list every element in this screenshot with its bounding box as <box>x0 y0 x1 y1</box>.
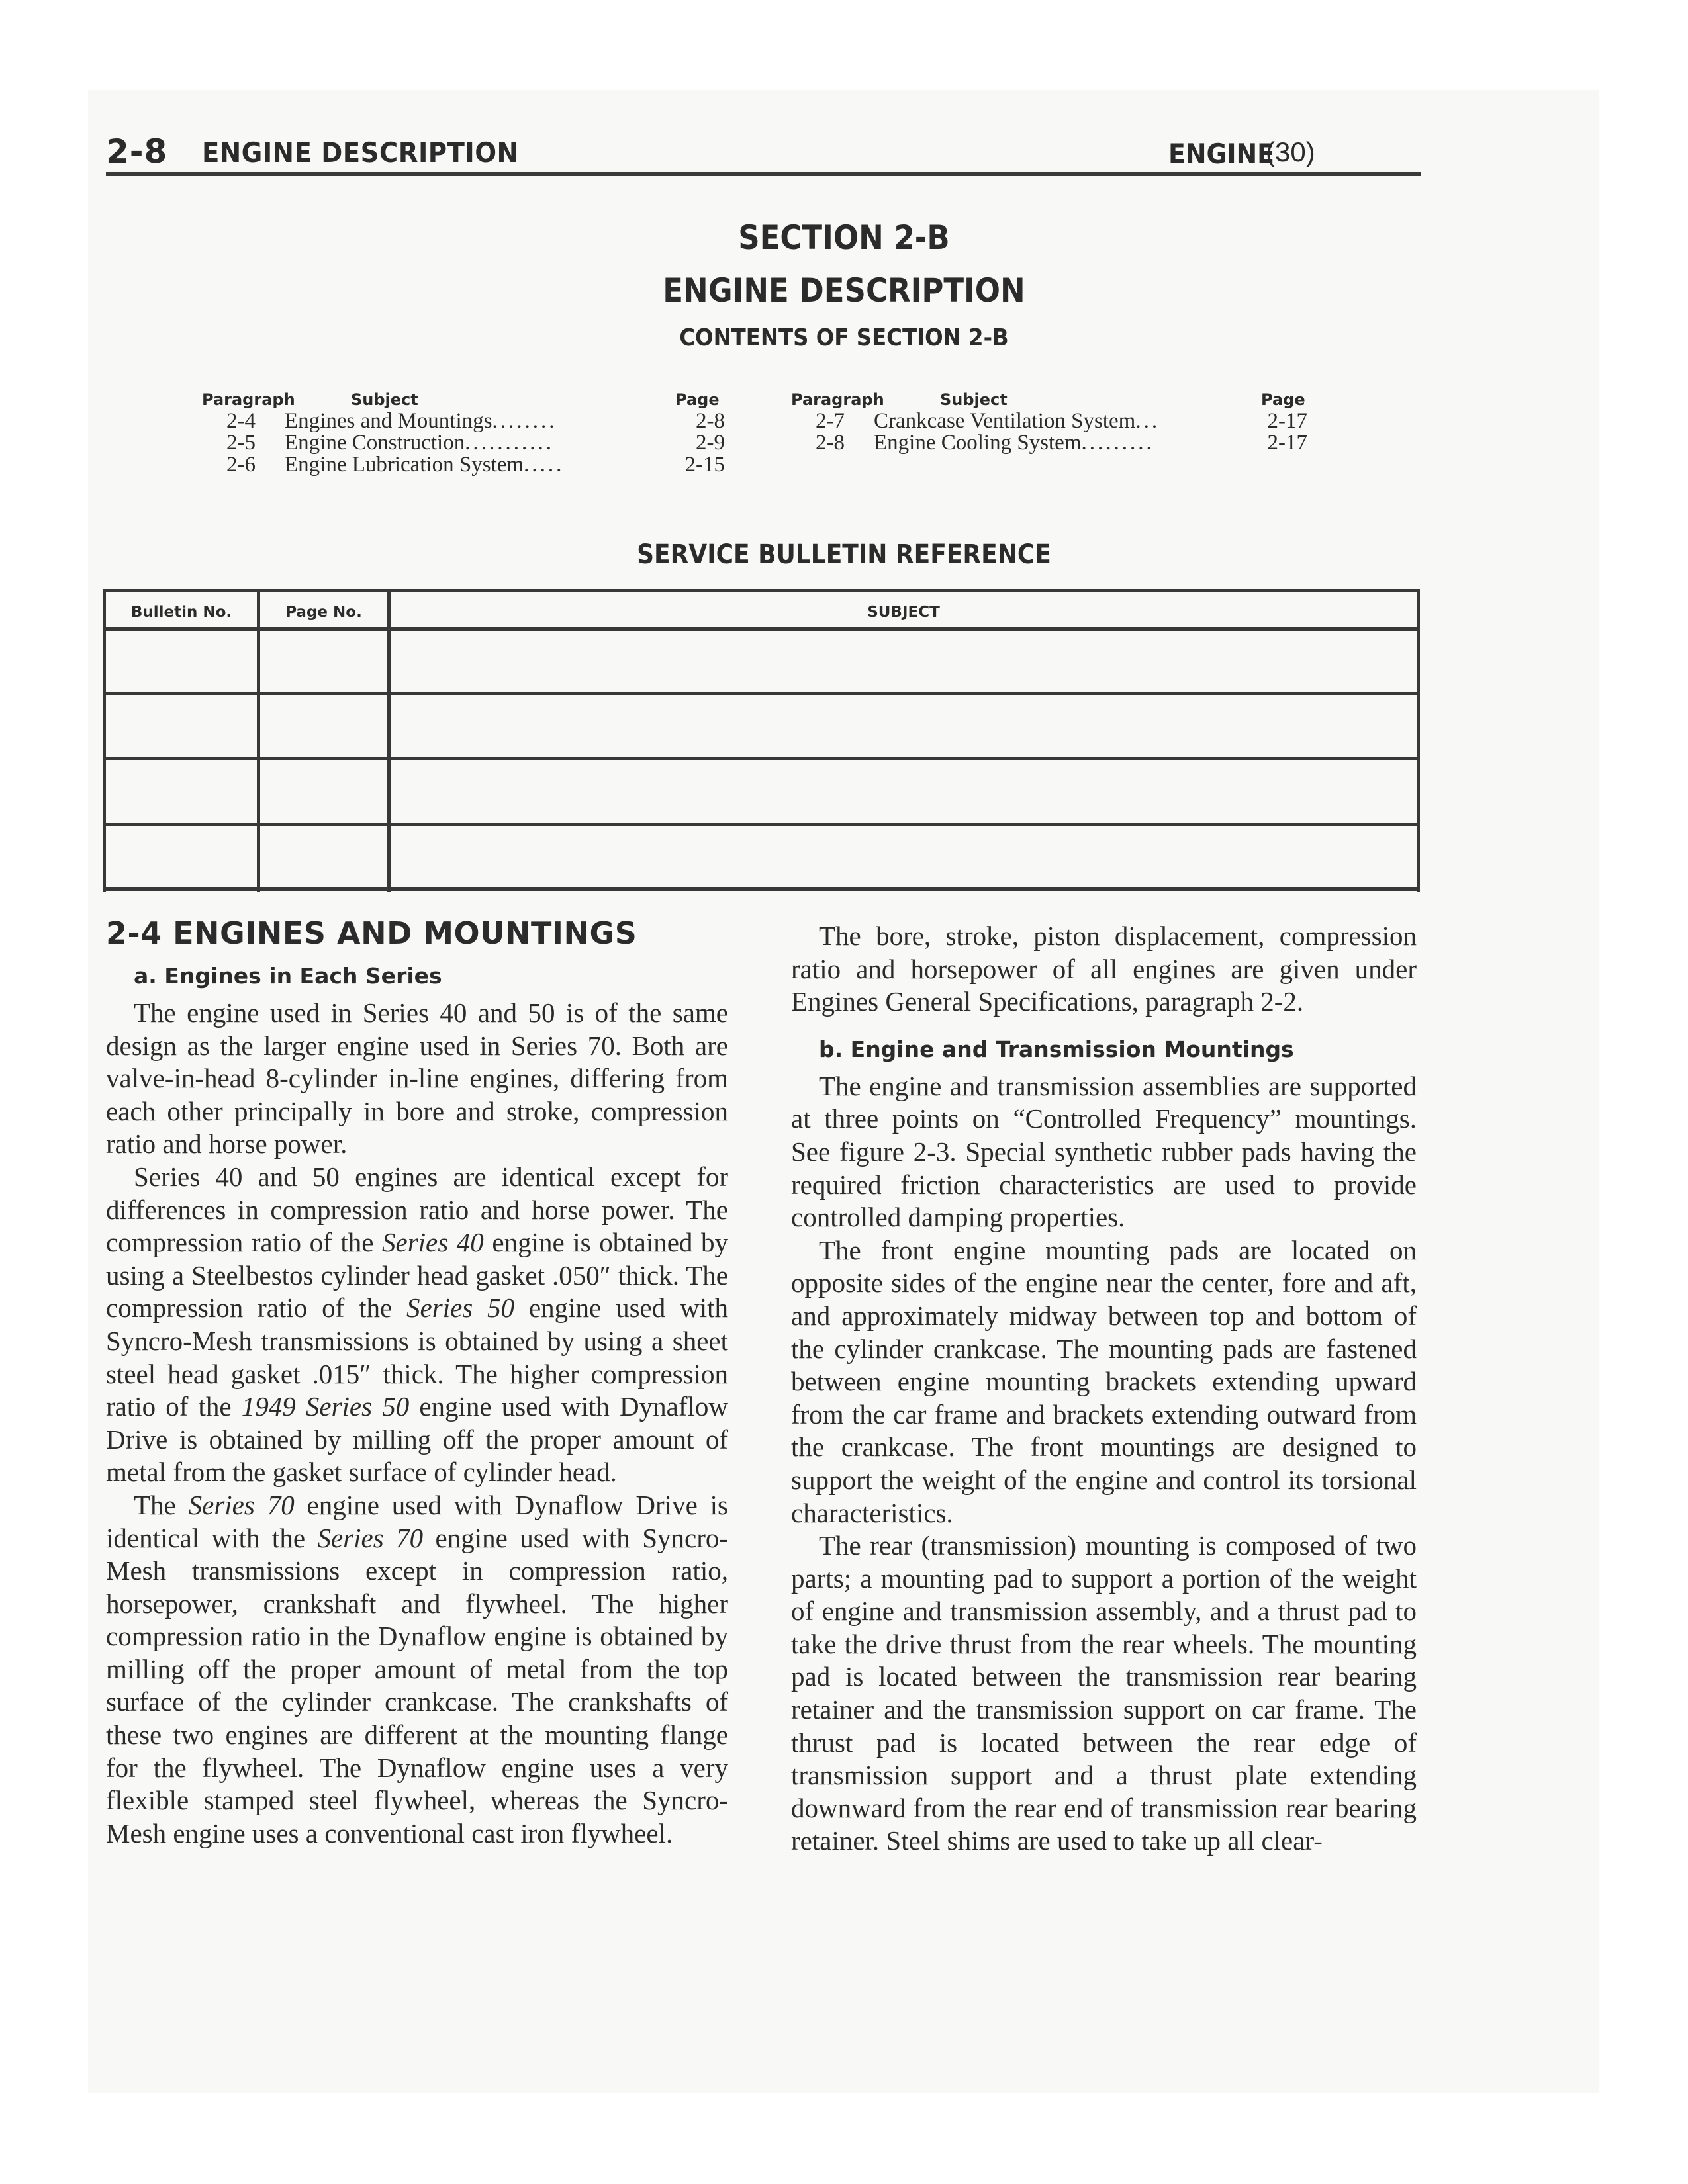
chapter-label: ENGINE <box>1168 138 1275 170</box>
table-rule <box>103 589 1420 592</box>
table-cell[interactable] <box>391 760 1417 823</box>
paragraph: Series 40 and 50 engines are identical except for differences in compression ratio and horse power. The compression ratio of the Series 40 engine is obtained by using a Steelbestos cylinder head gasket .050″ thick. The compression ratio of the Series 50 engine used with Syncro-Mesh transmissions is obtained by using a sheet steel head gasket .015″ thick. The higher compression ratio of the 1949 Series 50 engine used with Dynaflow Drive is obtained by milling off the proper amount of metal from the gasket surface of cylinder head. <box>106 1161 729 1488</box>
table-cell[interactable] <box>260 826 387 887</box>
paragraph: The engine used in Series 40 and 50 is of the same design as the larger engine used in Series 70. Both are valve-in-head 8-cylinder in-line engines, differing from each other principally in bore and stroke, compression ratio and horse power. <box>106 997 728 1160</box>
toc-col-page: Page <box>675 390 720 409</box>
table-cell[interactable] <box>106 631 257 692</box>
table-cell[interactable] <box>260 695 387 757</box>
left-column <box>106 913 728 1850</box>
paragraph: The rear (transmission) mounting is composed of two parts; a mounting pad to support a portion of the weight of engine and transmission assembly, and a thrust pad to take the drive thrust from the rear wheels. The mounting pad is located between the transmission rear bearing retainer and the transmission support on car frame. The thrust pad is located between the rear edge of transmission support and a thrust plate extending downward from the rear end of transmission rear bearing retainer. Steel shims are used to take up all clear- <box>791 1530 1417 1856</box>
table-rule <box>1417 589 1420 892</box>
article-heading: 2-4 ENGINES AND MOUNTINGS <box>106 915 637 951</box>
paragraph: The engine and transmission assemblies are supported at three points on “Controlled Frequency” mountings. See figure 2-3. Special synthetic rubber pads having the required friction characteristics are used to provide controlled damping properties. <box>791 1070 1417 1233</box>
paragraph: The Series 70 engine used with Dynaflow Drive is identical with the Series 70 engine used with Syncro-Mesh transmissions except in compression ratio, horsepower, crankshaft and flywheel. The higher compression ratio in the Dynaflow engine is obtained by milling off the proper amount of metal from the top surface of the cylinder crankcase. The crankshafts of these two engines are different at the mounting flange for the flywheel. The Dynaflow engine uses a very flexible stamped steel flywheel, whereas the Syncro-Mesh engine uses a conventional cast iron flywheel. <box>106 1489 729 1848</box>
toc-col-subject-right: Subject <box>940 390 1008 409</box>
subsection-a-heading: a. Engines in Each Series <box>134 963 442 989</box>
toc-col-paragraph-right: Paragraph <box>791 390 884 409</box>
col-header-bulletin-no: Bulletin No. <box>130 604 232 621</box>
subsection-b-heading: b. Engine and Transmission Mountings <box>819 1036 1294 1062</box>
page-number: 2-8 <box>106 132 168 171</box>
table-cell[interactable] <box>106 826 257 887</box>
bulletin-table <box>103 589 1420 890</box>
sequence-number: (30) <box>1266 136 1315 167</box>
toc-col-paragraph: Paragraph <box>202 390 295 409</box>
table-cell[interactable] <box>391 826 1417 887</box>
col-header-page-no: Page No. <box>285 604 362 621</box>
toc-col-page-right: Page <box>1261 390 1305 409</box>
table-cell[interactable] <box>260 631 387 692</box>
section-title: SECTION 2-B <box>738 218 950 257</box>
section-subtitle: ENGINE DESCRIPTION <box>663 271 1025 310</box>
paragraph: The front engine mounting pads are located on opposite sides of the engine near the center, fore and aft, and approximately midway between top and bottom of the cylinder crankcase. The mounting pads are fastened between engine mounting brackets extending upward from the car frame and brackets extending outward from the crankcase. The front mountings are designed to support the weight of the engine and control its torsional characteristics. <box>791 1234 1417 1528</box>
table-cell[interactable] <box>391 695 1417 757</box>
toc-col-subject: Subject <box>351 390 418 409</box>
table-cell[interactable] <box>106 695 257 757</box>
table-rule <box>103 887 1420 891</box>
table-cell[interactable] <box>260 760 387 823</box>
right-column <box>791 920 1417 1858</box>
header-rule <box>106 172 1421 176</box>
paragraph: The bore, stroke, piston displacement, compression ratio and horsepower of all engines are given under Engines General Specifications, paragraph 2-2. <box>791 921 1417 1017</box>
table-cell[interactable] <box>391 631 1417 692</box>
bulletin-reference-title: SERVICE BULLETIN REFERENCE <box>637 539 1051 570</box>
running-header-title: ENGINE DESCRIPTION <box>202 136 519 169</box>
col-header-subject: SUBJECT <box>867 604 940 621</box>
contents-heading: CONTENTS OF SECTION 2-B <box>679 324 1009 351</box>
table-cell[interactable] <box>106 760 257 823</box>
contents-list: Paragraph Subject Page Paragraph Subject Page 2-4 Engines and Mountings........ 2-8 2-5 Engine Construction........... 2-9 2-6 Engine Lubrication System..... 2-15 2-7 Crankcase Ventilation System... 2-17 2-8 Engine Cooling System......... 2-17 <box>202 390 1307 477</box>
